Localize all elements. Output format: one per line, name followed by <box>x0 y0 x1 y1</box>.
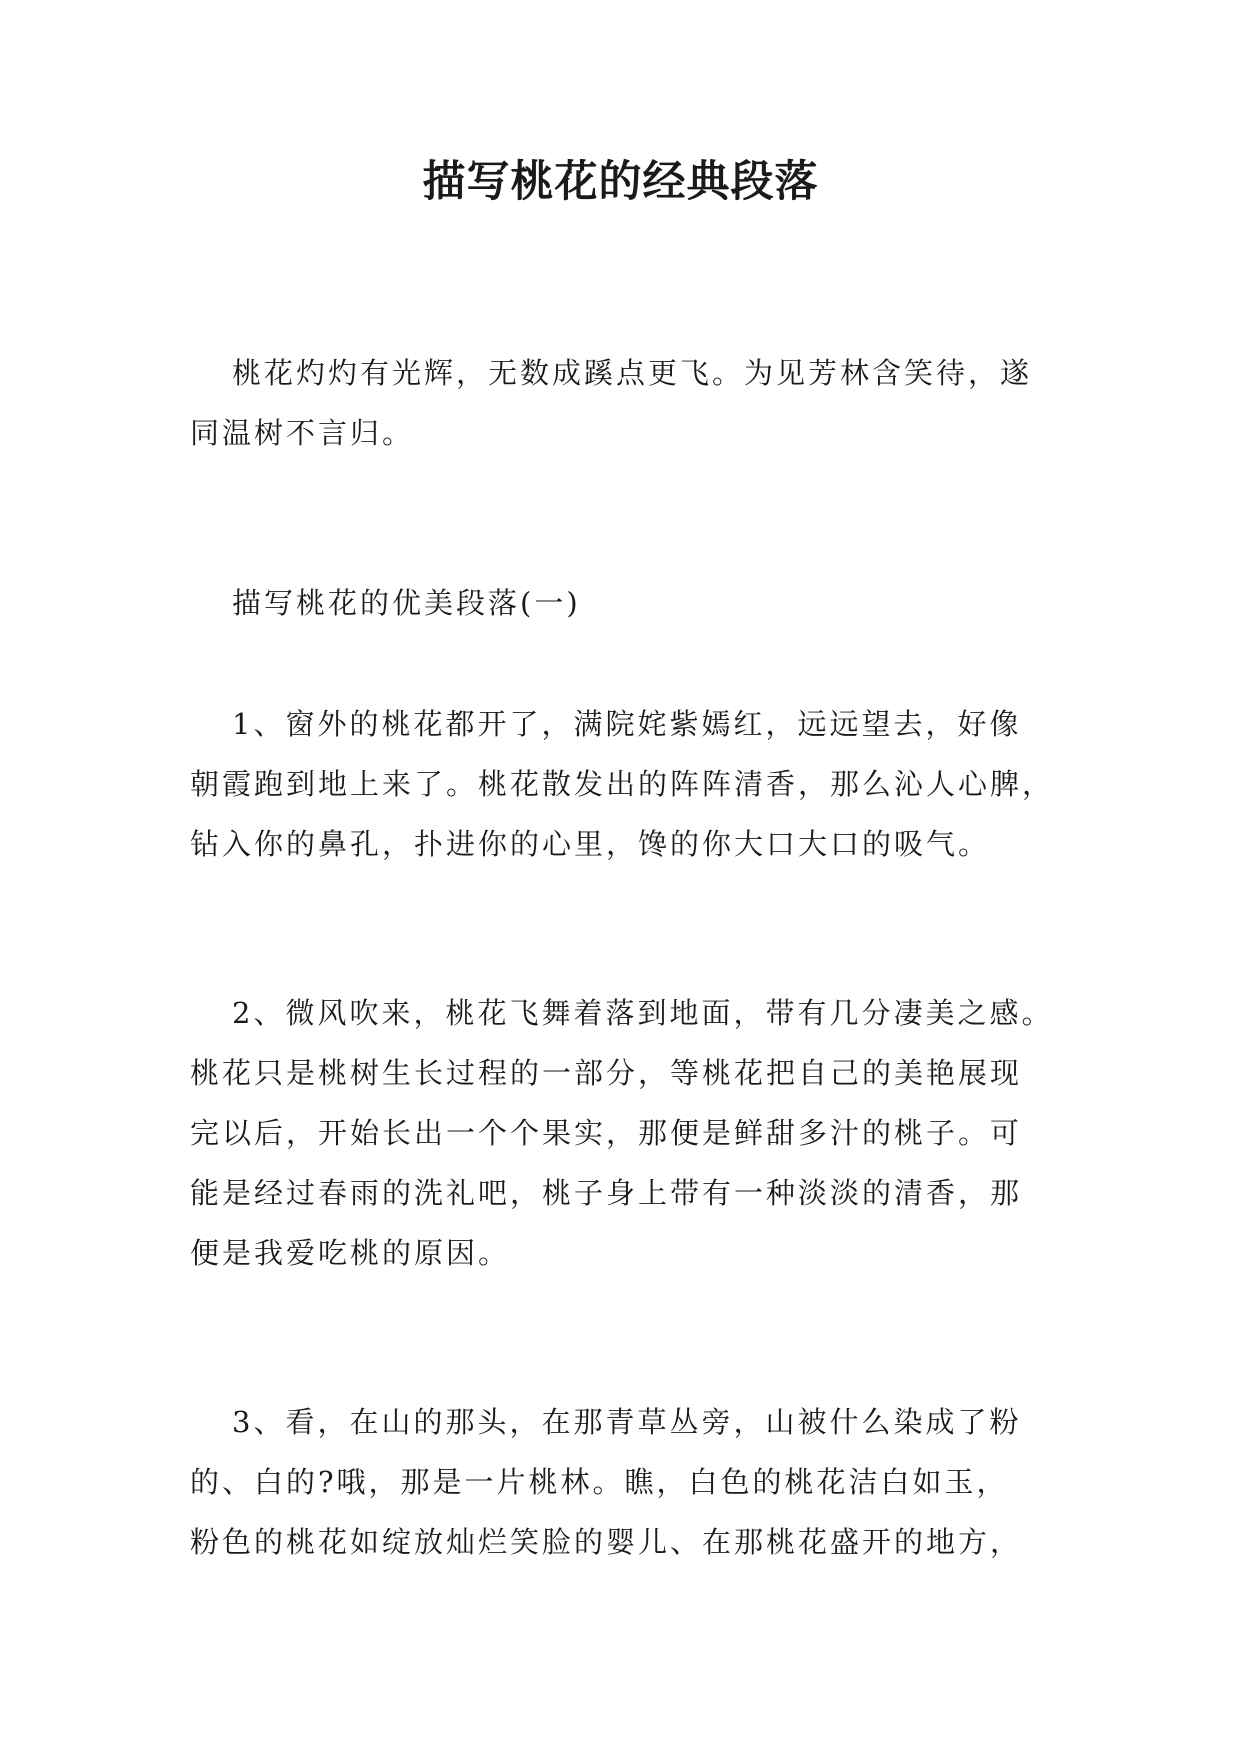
intro-line-1: 桃花灼灼有光辉，无数成蹊点更飞。为见芳林含笑待，遂 <box>232 356 1033 390</box>
paragraph-2-line-1: 2、微风吹来，桃花飞舞着落到地面，带有几分凄美之感。 <box>232 996 1054 1030</box>
paragraph-3-line-2: 的、白的?哦，那是一片桃林。瞧，白色的桃花洁白如玉， <box>190 1465 1009 1499</box>
paragraph-2-line-3: 完以后，开始长出一个个果实，那便是鲜甜多汁的桃子。可 <box>190 1116 1023 1150</box>
paragraph-3-line-1: 3、看，在山的那头，在那青草丛旁，山被什么染成了粉 <box>232 1405 1022 1439</box>
paragraph-2-line-5: 便是我爱吃桃的原因。 <box>190 1236 511 1270</box>
paragraph-2-line-4: 能是经过春雨的洗礼吧，桃子身上带有一种淡淡的清香，那 <box>190 1176 1023 1210</box>
paragraph-2-line-2: 桃花只是桃树生长过程的一部分，等桃花把自己的美艳展现 <box>190 1056 1023 1090</box>
paragraph-1-line-2: 朝霞跑到地上来了。桃花散发出的阵阵清香，那么沁人心脾， <box>190 767 1055 801</box>
intro-line-2: 同温树不言归。 <box>190 416 415 450</box>
paragraph-1-line-3: 钻入你的鼻孔，扑进你的心里，馋的你大口大口的吸气。 <box>190 827 991 861</box>
document-title: 描写桃花的经典段落 <box>422 157 819 207</box>
paragraph-1-line-1: 1、窗外的桃花都开了，满院姹紫嫣红，远远望去，好像 <box>232 707 1022 741</box>
paragraph-3-line-3: 粉色的桃花如绽放灿烂笑脸的婴儿、在那桃花盛开的地方， <box>190 1525 1023 1559</box>
section-heading: 描写桃花的优美段落(一) <box>232 586 581 620</box>
